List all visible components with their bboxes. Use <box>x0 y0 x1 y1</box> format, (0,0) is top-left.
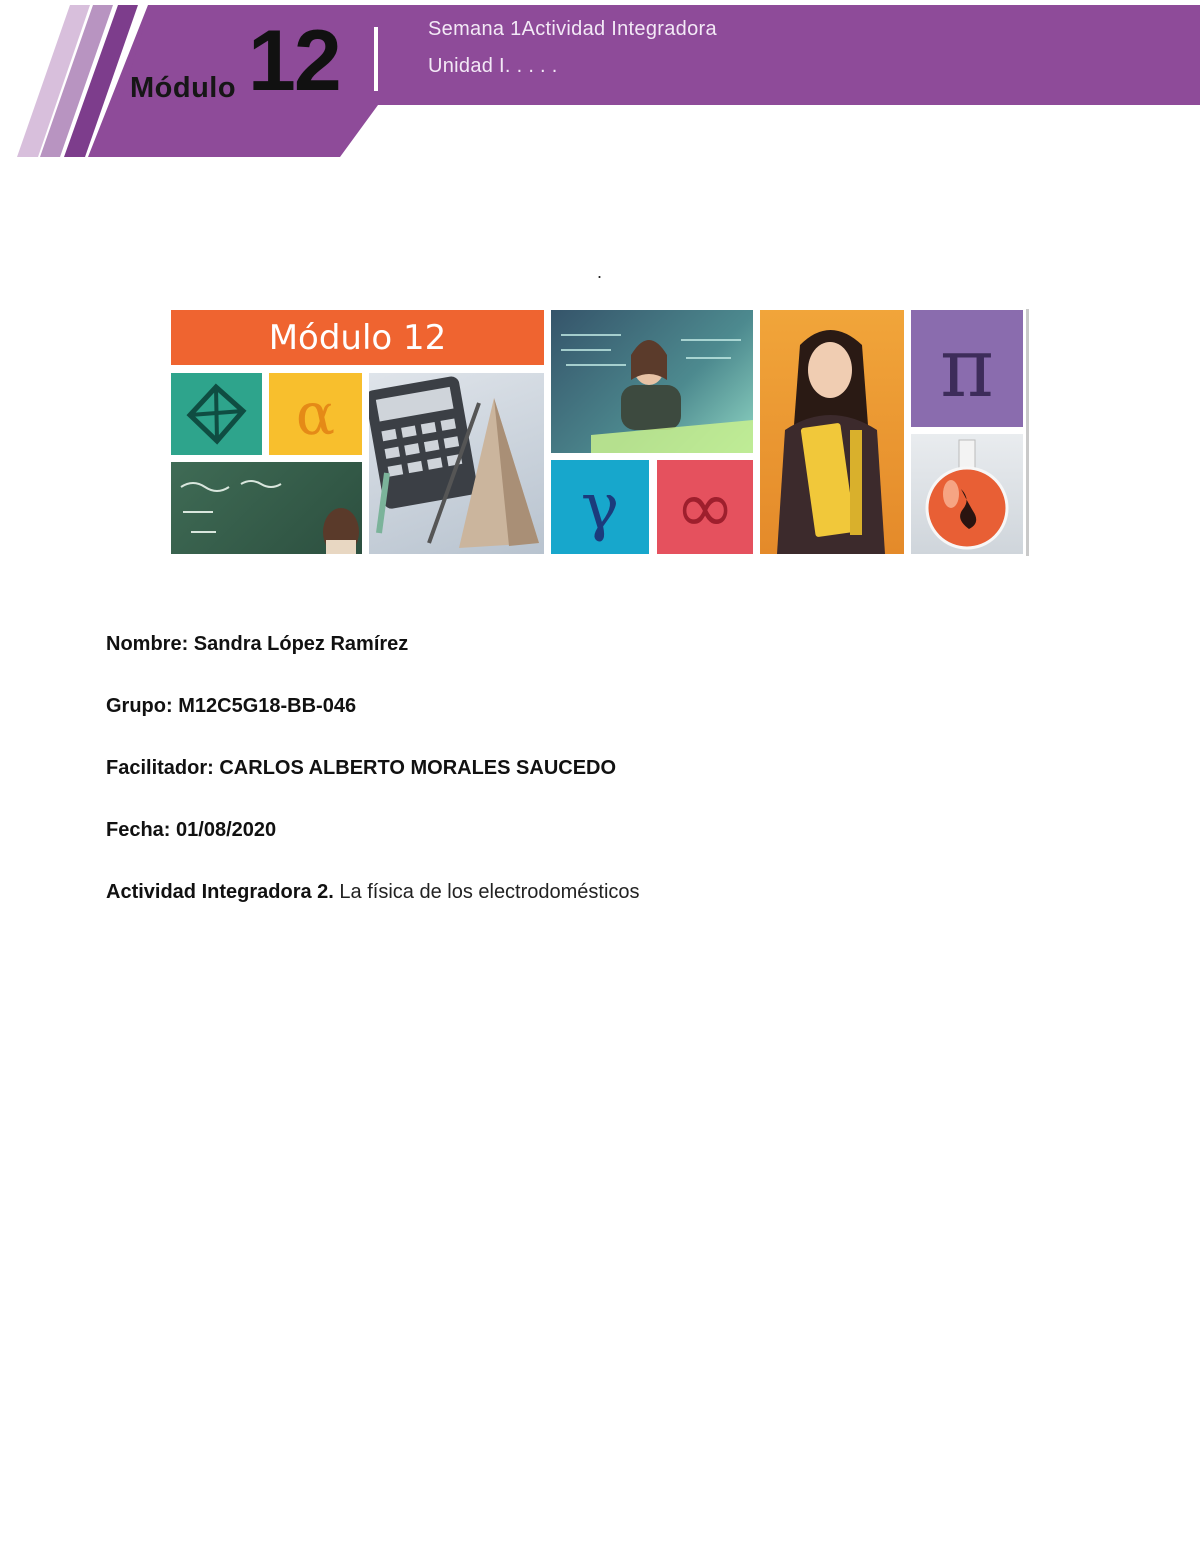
module-word: Módulo <box>130 72 237 104</box>
chalkboard-illustration <box>171 462 362 554</box>
grupo-label: Grupo: <box>106 695 173 717</box>
alpha-tile <box>269 373 362 455</box>
geometry-tile <box>171 373 262 455</box>
nombre-line <box>106 633 408 656</box>
fecha-line <box>106 819 276 842</box>
fecha-value: 01/08/2020 <box>176 819 277 841</box>
actividad-line <box>106 881 640 904</box>
facilitador-line <box>106 757 616 780</box>
pi-symbol: π <box>940 321 994 416</box>
flask-illustration <box>911 434 1023 554</box>
nombre-label: Nombre: <box>106 633 189 655</box>
module-number: 12 <box>248 13 340 109</box>
gamma-tile <box>551 460 649 554</box>
scientist-photo <box>551 310 753 453</box>
scientist-illustration <box>551 310 753 453</box>
gamma-symbol: γ <box>580 470 620 544</box>
alpha-symbol: α <box>295 380 336 448</box>
calculator-photo <box>369 373 544 554</box>
facilitador-value: CARLOS ALBERTO MORALES SAUCEDO <box>219 757 617 779</box>
fecha-label: Fecha: <box>106 819 171 841</box>
grupo-value: M12C5G18-BB-046 <box>178 695 357 717</box>
student-photo <box>760 310 904 554</box>
grupo-line <box>106 695 356 718</box>
banner-edge <box>1026 309 1029 556</box>
facilitador-label: Facilitador: <box>106 757 214 779</box>
calculator-cone-illustration <box>369 373 544 554</box>
nombre-value: Sandra López Ramírez <box>193 633 409 655</box>
banner-title-tile <box>171 310 544 365</box>
flask-photo <box>911 434 1023 554</box>
pi-tile <box>911 310 1023 427</box>
chalkboard-photo <box>171 462 362 554</box>
document-header <box>0 0 1200 170</box>
header-week-title: Semana 1Actividad Integradora <box>428 18 717 40</box>
actividad-value: La física de los electrodomésticos <box>339 881 640 903</box>
banner-title: Módulo 12 <box>268 317 447 358</box>
header-unit-title: Unidad I. . . . . <box>428 55 558 77</box>
student-illustration <box>760 310 904 554</box>
infinity-tile <box>657 460 753 554</box>
infinity-symbol: ∞ <box>675 465 735 549</box>
separator-dot: . <box>597 262 603 282</box>
actividad-label: Actividad Integradora 2. <box>106 881 334 903</box>
polyhedron-icon <box>171 373 262 455</box>
module-banner <box>171 309 1029 556</box>
